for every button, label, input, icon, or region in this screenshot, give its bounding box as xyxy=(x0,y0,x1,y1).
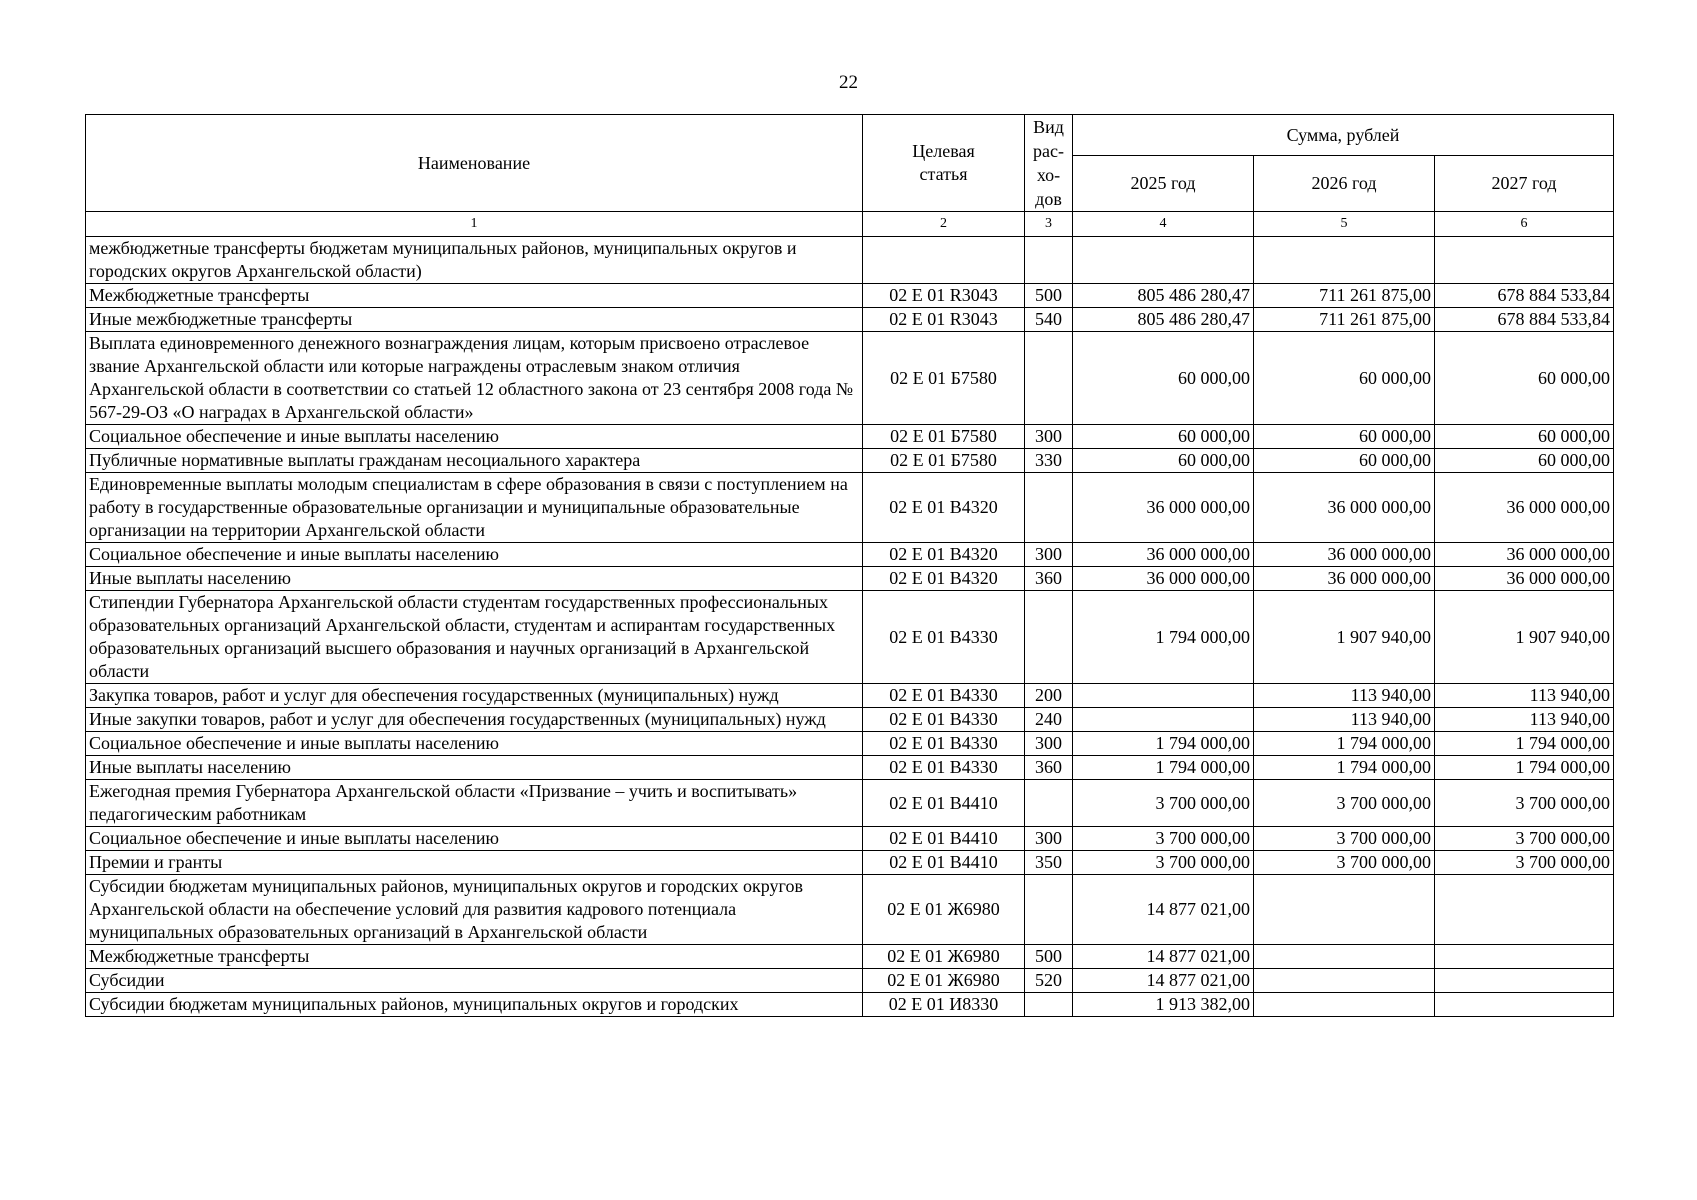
row-expense-kind: 350 xyxy=(1025,851,1073,875)
budget-table xyxy=(85,114,1614,1017)
row-sum-2026 xyxy=(1254,945,1435,969)
column-numbers-row xyxy=(86,212,1614,237)
column-number: 4 xyxy=(1073,212,1254,237)
row-target-item: 02 Е 01 Ж6980 xyxy=(863,969,1025,993)
row-name: Стипендии Губернатора Архангельской области студентам государственных профессиональных образовательных организаций Архангельской области, студентам и аспирантам государственных образовательных организаций высшего образования и научных организаций в Архангельской области xyxy=(86,591,863,684)
table-row xyxy=(86,449,1614,473)
row-target-item: 02 Е 01 В4320 xyxy=(863,543,1025,567)
table-row xyxy=(86,473,1614,543)
row-sum-2026 xyxy=(1254,875,1435,945)
row-name: Межбюджетные трансферты xyxy=(86,945,863,969)
row-sum-2026 xyxy=(1254,993,1435,1017)
row-target-item xyxy=(863,237,1025,284)
table-row xyxy=(86,780,1614,827)
row-name: Социальное обеспечение и иные выплаты населению xyxy=(86,425,863,449)
row-target-item: 02 Е 01 Б7580 xyxy=(863,425,1025,449)
column-number: 2 xyxy=(863,212,1025,237)
row-sum-2027 xyxy=(1435,993,1614,1017)
row-name: межбюджетные трансферты бюджетам муниципальных районов, муниципальных округов и городских округов Архангельской области) xyxy=(86,237,863,284)
row-sum-2027: 1 794 000,00 xyxy=(1435,756,1614,780)
header-name: Наименование xyxy=(86,115,863,212)
row-target-item: 02 Е 01 В4330 xyxy=(863,732,1025,756)
row-target-item: 02 Е 01 В4330 xyxy=(863,591,1025,684)
row-sum-2025: 3 700 000,00 xyxy=(1073,827,1254,851)
row-sum-2026: 3 700 000,00 xyxy=(1254,851,1435,875)
row-sum-2026: 36 000 000,00 xyxy=(1254,543,1435,567)
row-name: Межбюджетные трансферты xyxy=(86,284,863,308)
row-sum-2027: 60 000,00 xyxy=(1435,332,1614,425)
row-sum-2026: 113 940,00 xyxy=(1254,684,1435,708)
row-expense-kind: 200 xyxy=(1025,684,1073,708)
row-sum-2027: 1 907 940,00 xyxy=(1435,591,1614,684)
row-expense-kind xyxy=(1025,237,1073,284)
row-sum-2027: 113 940,00 xyxy=(1435,708,1614,732)
row-sum-2026: 1 794 000,00 xyxy=(1254,732,1435,756)
table-row xyxy=(86,332,1614,425)
header-year-2027: 2027 год xyxy=(1435,156,1614,212)
row-sum-2025: 1 794 000,00 xyxy=(1073,756,1254,780)
row-sum-2025 xyxy=(1073,708,1254,732)
row-expense-kind: 300 xyxy=(1025,732,1073,756)
row-sum-2025: 14 877 021,00 xyxy=(1073,969,1254,993)
row-sum-2025: 1 913 382,00 xyxy=(1073,993,1254,1017)
row-sum-2027: 1 794 000,00 xyxy=(1435,732,1614,756)
row-sum-2026: 36 000 000,00 xyxy=(1254,567,1435,591)
header-expense-kind: Вид рас-хо-дов xyxy=(1025,115,1073,212)
row-sum-2027: 36 000 000,00 xyxy=(1435,567,1614,591)
row-name: Иные выплаты населению xyxy=(86,567,863,591)
row-expense-kind: 240 xyxy=(1025,708,1073,732)
row-sum-2026: 1 794 000,00 xyxy=(1254,756,1435,780)
row-sum-2025: 36 000 000,00 xyxy=(1073,567,1254,591)
row-target-item: 02 Е 01 В4410 xyxy=(863,780,1025,827)
row-sum-2027 xyxy=(1435,945,1614,969)
row-sum-2025: 805 486 280,47 xyxy=(1073,308,1254,332)
row-name: Премии и гранты xyxy=(86,851,863,875)
row-sum-2025: 60 000,00 xyxy=(1073,425,1254,449)
row-sum-2027: 113 940,00 xyxy=(1435,684,1614,708)
row-sum-2026: 3 700 000,00 xyxy=(1254,827,1435,851)
table-row xyxy=(86,425,1614,449)
row-sum-2025: 1 794 000,00 xyxy=(1073,591,1254,684)
row-expense-kind: 500 xyxy=(1025,945,1073,969)
row-sum-2027: 36 000 000,00 xyxy=(1435,543,1614,567)
row-expense-kind: 360 xyxy=(1025,756,1073,780)
column-number: 5 xyxy=(1254,212,1435,237)
row-target-item: 02 Е 01 Ж6980 xyxy=(863,875,1025,945)
page-number: 22 xyxy=(839,72,858,93)
row-sum-2027 xyxy=(1435,237,1614,284)
row-sum-2025 xyxy=(1073,237,1254,284)
row-name: Социальное обеспечение и иные выплаты населению xyxy=(86,543,863,567)
row-expense-kind: 520 xyxy=(1025,969,1073,993)
table-row xyxy=(86,567,1614,591)
column-number: 6 xyxy=(1435,212,1614,237)
row-sum-2025: 3 700 000,00 xyxy=(1073,851,1254,875)
table-row xyxy=(86,308,1614,332)
column-number: 3 xyxy=(1025,212,1073,237)
row-sum-2026: 3 700 000,00 xyxy=(1254,780,1435,827)
table-row xyxy=(86,875,1614,945)
row-expense-kind xyxy=(1025,473,1073,543)
row-sum-2026 xyxy=(1254,237,1435,284)
row-sum-2025: 36 000 000,00 xyxy=(1073,473,1254,543)
row-target-item: 02 Е 01 В4410 xyxy=(863,851,1025,875)
row-target-item: 02 Е 01 В4410 xyxy=(863,827,1025,851)
row-sum-2026: 711 261 875,00 xyxy=(1254,308,1435,332)
row-sum-2025 xyxy=(1073,684,1254,708)
row-sum-2027: 36 000 000,00 xyxy=(1435,473,1614,543)
row-name: Иные межбюджетные трансферты xyxy=(86,308,863,332)
row-target-item: 02 Е 01 В4320 xyxy=(863,567,1025,591)
table-row xyxy=(86,708,1614,732)
row-sum-2027: 678 884 533,84 xyxy=(1435,284,1614,308)
row-sum-2027: 3 700 000,00 xyxy=(1435,780,1614,827)
row-sum-2025: 36 000 000,00 xyxy=(1073,543,1254,567)
column-number: 1 xyxy=(86,212,863,237)
row-target-item: 02 Е 01 В4330 xyxy=(863,684,1025,708)
row-target-item: 02 Е 01 R3043 xyxy=(863,284,1025,308)
row-name: Единовременные выплаты молодым специалистам в сфере образования в связи с поступлением на работу в государственные образовательные организации и муниципальные образовательные организации на территории Архангельской области xyxy=(86,473,863,543)
row-sum-2026: 60 000,00 xyxy=(1254,449,1435,473)
table-row xyxy=(86,237,1614,284)
row-sum-2025: 60 000,00 xyxy=(1073,449,1254,473)
header-target-item: Целевая статья xyxy=(863,115,1025,212)
row-expense-kind xyxy=(1025,591,1073,684)
row-sum-2027: 3 700 000,00 xyxy=(1435,851,1614,875)
table-row xyxy=(86,591,1614,684)
row-expense-kind xyxy=(1025,993,1073,1017)
header-sum: Сумма, рублей xyxy=(1073,115,1614,156)
row-sum-2026: 711 261 875,00 xyxy=(1254,284,1435,308)
row-expense-kind: 500 xyxy=(1025,284,1073,308)
row-expense-kind: 300 xyxy=(1025,827,1073,851)
row-sum-2025: 60 000,00 xyxy=(1073,332,1254,425)
header-year-2026: 2026 год xyxy=(1254,156,1435,212)
row-expense-kind: 330 xyxy=(1025,449,1073,473)
row-name: Социальное обеспечение и иные выплаты населению xyxy=(86,827,863,851)
header-row xyxy=(86,115,1614,156)
row-name: Субсидии xyxy=(86,969,863,993)
row-name: Выплата единовременного денежного вознаграждения лицам, которым присвоено отраслевое звание Архангельской области или которые награждены отраслевым знаком отличия Архангельской области в соответствии со статьей 12 областного закона от 23 сентября 2008 года № 567-29-ОЗ «О наградах в Архангельской области» xyxy=(86,332,863,425)
row-target-item: 02 Е 01 В4330 xyxy=(863,708,1025,732)
row-target-item: 02 Е 01 R3043 xyxy=(863,308,1025,332)
row-sum-2027 xyxy=(1435,875,1614,945)
row-sum-2027: 60 000,00 xyxy=(1435,449,1614,473)
table-row xyxy=(86,945,1614,969)
row-sum-2025: 14 877 021,00 xyxy=(1073,875,1254,945)
row-name: Иные выплаты населению xyxy=(86,756,863,780)
table-row xyxy=(86,284,1614,308)
row-target-item: 02 Е 01 В4320 xyxy=(863,473,1025,543)
table-row xyxy=(86,756,1614,780)
row-sum-2026: 60 000,00 xyxy=(1254,332,1435,425)
row-name: Ежегодная премия Губернатора Архангельской области «Призвание – учить и воспитывать» педагогическим работникам xyxy=(86,780,863,827)
table-row xyxy=(86,732,1614,756)
table-row xyxy=(86,993,1614,1017)
row-sum-2026 xyxy=(1254,969,1435,993)
table-row xyxy=(86,851,1614,875)
row-target-item: 02 Е 01 Б7580 xyxy=(863,449,1025,473)
row-name: Публичные нормативные выплаты гражданам несоциального характера xyxy=(86,449,863,473)
row-expense-kind: 360 xyxy=(1025,567,1073,591)
table-row xyxy=(86,827,1614,851)
row-name: Иные закупки товаров, работ и услуг для обеспечения государственных (муниципальных) нужд xyxy=(86,708,863,732)
table-row xyxy=(86,684,1614,708)
row-sum-2027 xyxy=(1435,969,1614,993)
header-year-2025: 2025 год xyxy=(1073,156,1254,212)
row-expense-kind: 540 xyxy=(1025,308,1073,332)
row-sum-2026: 1 907 940,00 xyxy=(1254,591,1435,684)
table-row xyxy=(86,969,1614,993)
row-target-item: 02 Е 01 Ж6980 xyxy=(863,945,1025,969)
row-sum-2026: 36 000 000,00 xyxy=(1254,473,1435,543)
row-expense-kind: 300 xyxy=(1025,425,1073,449)
row-sum-2027: 678 884 533,84 xyxy=(1435,308,1614,332)
row-expense-kind xyxy=(1025,780,1073,827)
row-name: Субсидии бюджетам муниципальных районов, муниципальных округов и городских xyxy=(86,993,863,1017)
row-name: Закупка товаров, работ и услуг для обеспечения государственных (муниципальных) нужд xyxy=(86,684,863,708)
row-sum-2025: 14 877 021,00 xyxy=(1073,945,1254,969)
row-name: Субсидии бюджетам муниципальных районов, муниципальных округов и городских округов Архангельской области на обеспечение условий для развития кадрового потенциала муниципальных образовательных организаций в Архангельской области xyxy=(86,875,863,945)
row-sum-2026: 60 000,00 xyxy=(1254,425,1435,449)
row-sum-2025: 3 700 000,00 xyxy=(1073,780,1254,827)
row-sum-2026: 113 940,00 xyxy=(1254,708,1435,732)
row-expense-kind xyxy=(1025,332,1073,425)
row-expense-kind xyxy=(1025,875,1073,945)
row-expense-kind: 300 xyxy=(1025,543,1073,567)
row-sum-2025: 805 486 280,47 xyxy=(1073,284,1254,308)
row-sum-2027: 3 700 000,00 xyxy=(1435,827,1614,851)
row-target-item: 02 Е 01 В4330 xyxy=(863,756,1025,780)
row-name: Социальное обеспечение и иные выплаты населению xyxy=(86,732,863,756)
row-sum-2027: 60 000,00 xyxy=(1435,425,1614,449)
row-target-item: 02 Е 01 Б7580 xyxy=(863,332,1025,425)
row-target-item: 02 Е 01 И8330 xyxy=(863,993,1025,1017)
table-body xyxy=(86,237,1614,1017)
row-sum-2025: 1 794 000,00 xyxy=(1073,732,1254,756)
table-row xyxy=(86,543,1614,567)
